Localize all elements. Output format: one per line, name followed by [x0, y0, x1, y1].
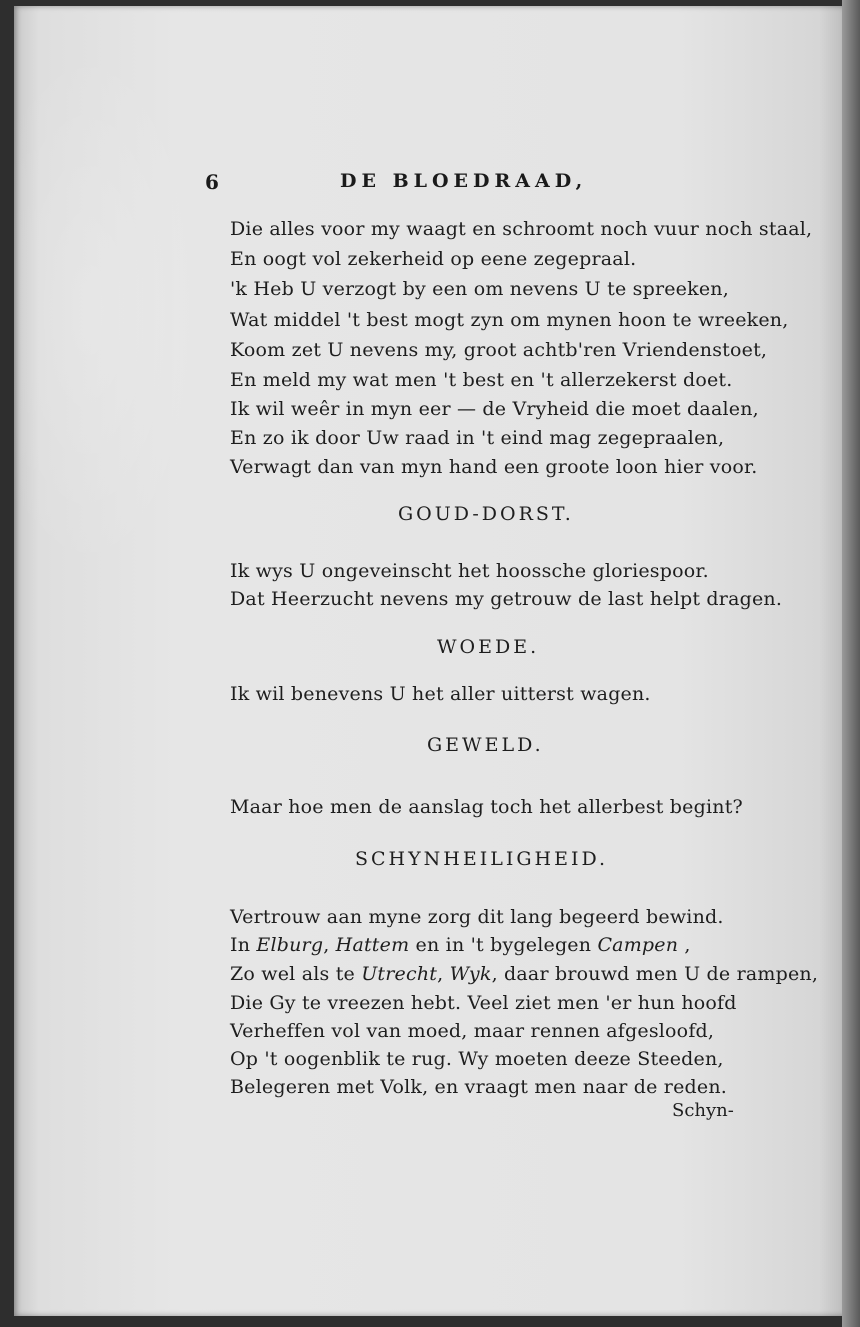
verse-line: Wat middel 't best mogt zyn om mynen hoon te wreeken,: [230, 309, 789, 331]
verse-line: [230, 1076, 727, 1098]
verse-line: Die alles voor my waagt en schroomt noch vuur noch staal,: [230, 218, 813, 240]
verse-text: , daar brouwd men U de rampen,: [491, 963, 819, 985]
running-title: DE BLOEDRAAD,: [340, 170, 588, 192]
place-name: Campen: [597, 934, 679, 956]
verse-text: ,: [678, 934, 691, 956]
verse-line: Ik wil benevens U het aller uitterst wagen.: [230, 683, 651, 705]
place-name: Hattem: [335, 934, 410, 956]
verse-line: [230, 992, 737, 1014]
page-edge: [842, 0, 860, 1327]
verse-text: en in 't bygelegen: [409, 934, 598, 956]
verse-line: [230, 1048, 724, 1070]
catchword: Schyn-: [672, 1100, 734, 1121]
verse-line: En meld my wat men 't best en 't allerzekerst doet.: [230, 369, 733, 391]
verse-text: Vertrouw aan myne zorg dit lang begeerd bewind.: [230, 906, 724, 928]
verse-line: Maar hoe men de aanslag toch het allerbest begint?: [230, 796, 743, 818]
verse-line: Dat Heerzucht nevens my getrouw de last helpt dragen.: [230, 588, 783, 610]
page-header: [205, 170, 675, 198]
verse-text: Belegeren met Volk, en vraagt men naar de reden.: [230, 1076, 727, 1098]
verse-line: [230, 906, 724, 928]
speaker-heading: SCHYNHEILIGHEID.: [355, 848, 609, 870]
verse-line: En oogt vol zekerheid op eene zegepraal.: [230, 248, 637, 270]
verse-line: 'k Heb U verzogt by een om nevens U te spreeken,: [230, 278, 729, 300]
speaker-heading: GOUD-DORST.: [398, 503, 574, 525]
verse-line: [230, 963, 818, 985]
page-number: 6: [205, 170, 219, 194]
verse-text: Op 't oogenblik te rug. Wy moeten deeze Steeden,: [230, 1048, 724, 1070]
verse-line: Koom zet U nevens my, groot achtb'ren Vriendenstoet,: [230, 339, 768, 361]
verse-text: ,: [323, 934, 336, 956]
verse-line: En zo ik door Uw raad in 't eind mag zegepraalen,: [230, 427, 725, 449]
place-name: Elburg: [256, 934, 324, 956]
verse-text: In: [230, 934, 257, 956]
place-name: Utrecht: [361, 963, 438, 985]
verse-line: Ik wil weêr in myn eer — de Vryheid die moet daalen,: [230, 398, 759, 420]
verse-text: Die Gy te vreezen hebt. Veel ziet men 'er hun hoofd: [230, 992, 737, 1014]
speaker-heading: WOEDE.: [437, 636, 540, 658]
verse-text: Verheffen vol van moed, maar rennen afgesloofd,: [230, 1020, 715, 1042]
verse-text: Zo wel als te: [230, 963, 362, 985]
place-name: Wyk: [449, 963, 492, 985]
speaker-heading: GEWELD.: [427, 734, 544, 756]
verse-text: ,: [437, 963, 450, 985]
verse-line: Verwagt dan van myn hand een groote loon hier voor.: [230, 456, 758, 478]
verse-line: [230, 934, 691, 956]
verse-line: [230, 1020, 714, 1042]
verse-line: Ik wys U ongeveinscht het hoossche gloriespoor.: [230, 560, 709, 582]
